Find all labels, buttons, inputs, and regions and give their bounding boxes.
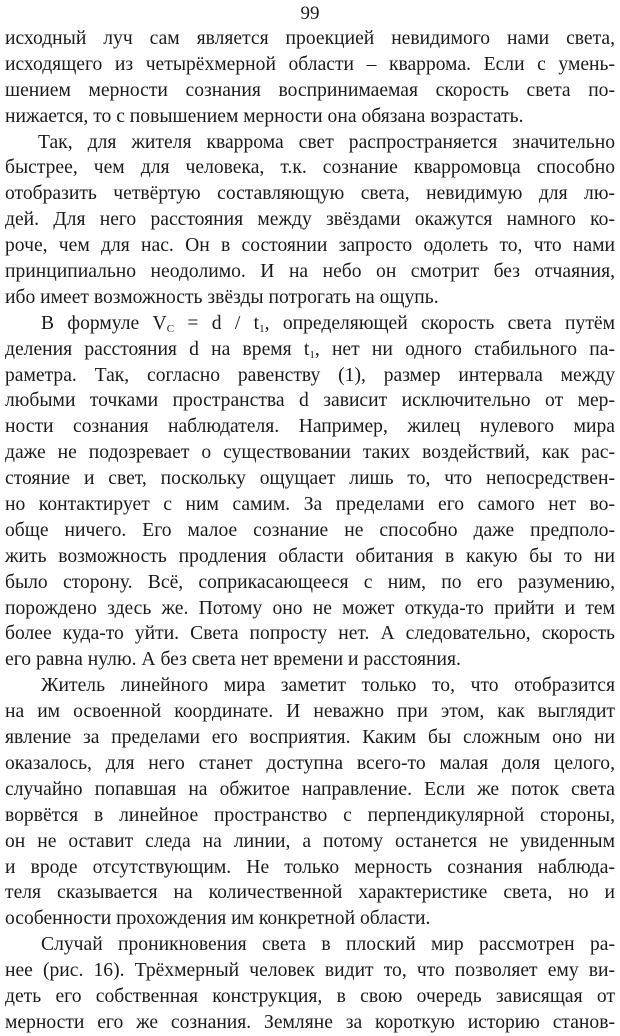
formula-start: В формуле V — [41, 312, 167, 334]
text-line: было сторону. Всё, соприкасающееся с ним, по его разумению, — [5, 571, 615, 593]
text-line: стояние и свет, поскольку ощущает лишь то, что непосредствен- — [5, 468, 615, 490]
text-line: Так, для жителя кваррома свет распространяется значительно — [38, 131, 615, 153]
text-line: нее (рис. 16). Трёхмерный человек видит то, что позволяет ему ви- — [5, 960, 615, 982]
text-line: быстрее, чем для человека, т.к. сознание кварромовца способно — [5, 157, 615, 179]
formula-subscript-c: C — [166, 322, 175, 335]
text-line: обще ничего. Его малое сознание не способно даже предполо- — [5, 519, 615, 541]
text-line: на им освоенной координате. И неважно при этом, как выглядит — [5, 701, 615, 723]
text-line: раметра. Так, согласно равенству (1), размер интервала между — [5, 364, 615, 386]
text-line: теля сказывается на количественной характеристике света, но и — [5, 882, 615, 904]
formula-end: , определяющей скорость света путём — [264, 312, 615, 334]
text-line: порождено здесь же. Потому оно не может откуда-то прийти и тем — [5, 597, 615, 619]
text-line: более куда-то уйти. Света попросту нет. А следовательно, скорость — [5, 623, 615, 645]
text-line: нижается, то с повышением мерности она обязана возрастать. — [5, 105, 524, 127]
time-subscript: 1 — [309, 348, 315, 361]
text-line: любыми точками пространства d зависит исключительно от мер- — [5, 390, 615, 412]
text-line: и вроде отсутствующим. Не только мерность сознания наблюда- — [5, 856, 615, 878]
text-line: но контактирует с ним самим. За пределами его самого нет во- — [5, 494, 615, 516]
text-line: жить возможность продления области обитания в какую бы то ни — [5, 545, 615, 567]
text-line-continuation: , нет ни одного стабильного па- — [314, 338, 616, 360]
text-line: его равна нулю. А без света нет времени и расстояния. — [5, 649, 461, 671]
text-line: мерности его же сознания. Земляне за короткую историю станов- — [5, 1011, 615, 1033]
text-line: принципиально неодолимо. И на небо он смотрит без отчаяния, — [5, 261, 615, 283]
text-line: особенности прохождения им конкретной области. — [5, 908, 431, 930]
text-line: явление за пределами его восприятия. Каким бы сложным оно ни — [5, 727, 615, 749]
text-line: дей. Для него расстояния между звёздами окажутся намного ко- — [5, 209, 615, 231]
text-line: Случай проникновения света в плоский мир рассмотрен ра- — [41, 934, 615, 956]
formula-subscript-1: 1 — [259, 322, 265, 335]
text-line: даже не подозревает о существовании таких воздействий, как рас- — [5, 442, 615, 464]
text-line: ибо имеет возможность звёзды потрогать на ощупь. — [5, 286, 439, 308]
text-line — [5, 337, 615, 363]
body-text — [5, 26, 615, 1036]
text-line: оказалось, для него станет доступна всего-то малая доля целого, — [5, 752, 615, 774]
formula-middle: = d / t — [174, 312, 260, 334]
time-variable-text: деления расстояния d на время t — [5, 338, 310, 360]
formula-line — [5, 311, 615, 337]
page-number: 99 — [300, 3, 320, 24]
text-line: отобразить четвёртую составляющую света, невидимую для лю- — [5, 183, 615, 205]
text-line: исходный луч сам является проекцией невидимого нами света, — [5, 28, 615, 49]
text-line: роче, чем для нас. Он в состоянии запросто одолеть то, что нами — [5, 235, 615, 257]
text-line: шением мерности сознания воспринимаемая скорость света по- — [5, 79, 615, 101]
text-line: Житель линейного мира заметит только то, что отобразится — [41, 675, 615, 697]
text-line: деть его собственная конструкция, в свою очередь зависящая от — [5, 985, 615, 1007]
text-line: ворвётся в линейное пространство с перпендикулярной стороны, — [5, 804, 615, 826]
text-line: ности сознания наблюдателя. Например, жилец нулевого мира — [5, 416, 615, 438]
text-line: он не оставит следа на линии, а потому останется не увиденным — [5, 830, 615, 852]
text-line: случайно попавшая на обжитое направление. Если же поток света — [5, 778, 615, 800]
text-line: исходящего из четырёхмерной области – кваррома. Если с умень- — [5, 53, 615, 75]
